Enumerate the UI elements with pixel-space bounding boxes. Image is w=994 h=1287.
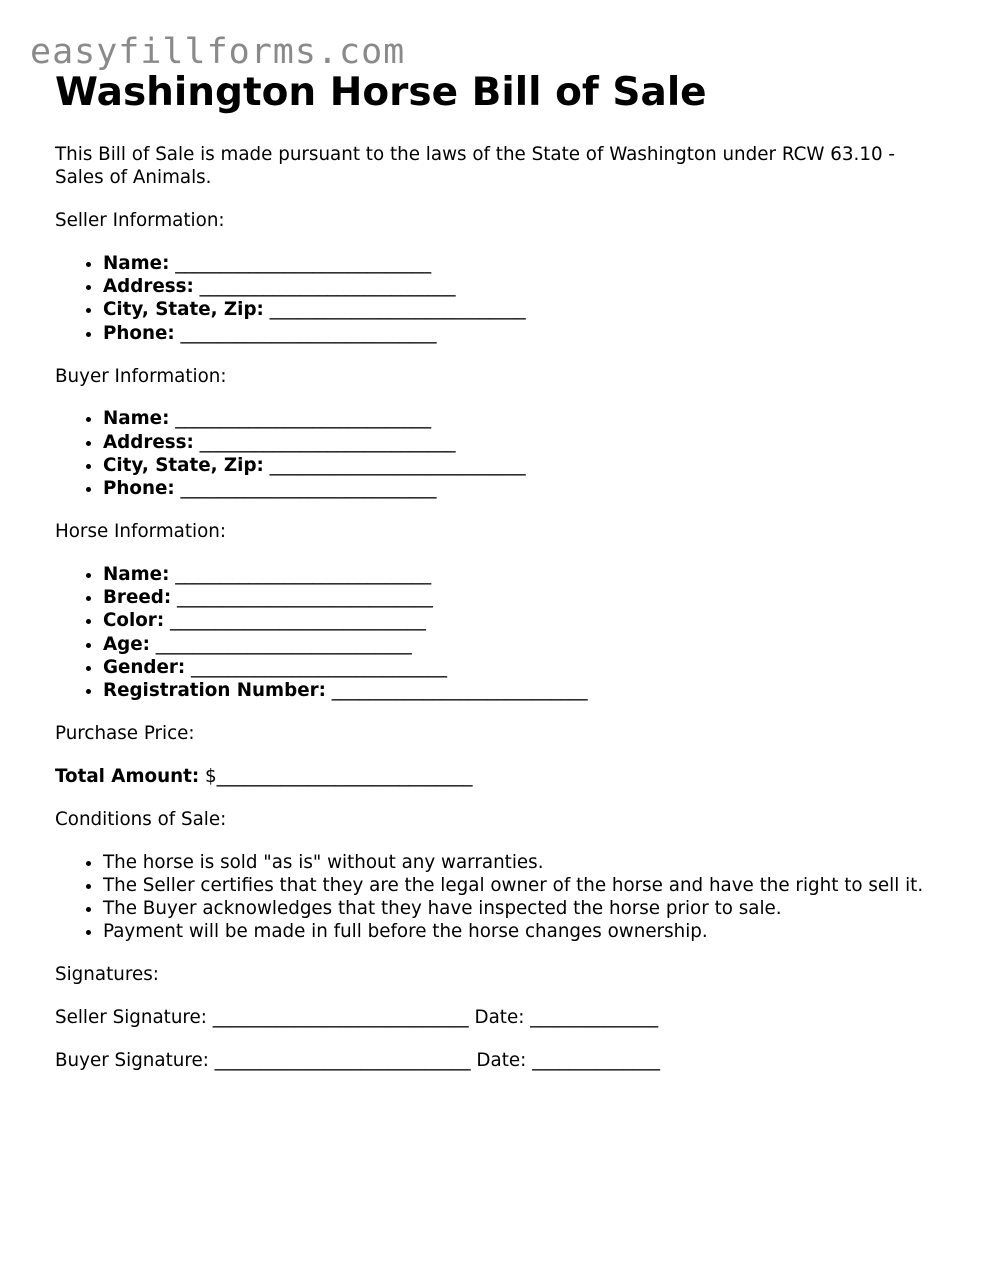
field-blank: ____________________________ (180, 322, 437, 344)
condition-item: • The Seller certifies that they are the legal owner of the horse and have the right to sell it. (103, 874, 945, 897)
field-label: Phone: (103, 478, 175, 500)
field-blank: ____________________________ (269, 299, 526, 321)
horse-name-field[interactable] (103, 563, 945, 586)
field-blank: ____________________________ (269, 454, 526, 476)
field-label: Name: (103, 252, 170, 274)
horse-heading: Horse Information: (55, 521, 227, 543)
field-label: Address: (103, 276, 194, 298)
seller-name-field[interactable] (103, 252, 945, 275)
field-label: Registration Number: (103, 680, 326, 702)
field-label: Name: (103, 563, 170, 585)
buyer-field-list (55, 407, 945, 500)
horse-breed-field[interactable] (103, 586, 945, 609)
seller-field-list (55, 252, 945, 345)
field-blank: ____________________________ (176, 587, 433, 609)
field-blank: ____________________________ (331, 680, 588, 702)
field-label: City, State, Zip: (103, 299, 264, 321)
intro-paragraph: This Bill of Sale is made pursuant to the laws of the State of Washington under RCW 63.10 - Sales of Animals. (55, 144, 896, 189)
buyer-address-field[interactable] (103, 431, 945, 454)
signatures-heading: Signatures: (55, 964, 159, 986)
purchase-price-heading: Purchase Price: (55, 723, 195, 745)
field-label: Age: (103, 633, 150, 655)
field-blank: ____________________________ (175, 252, 432, 274)
field-blank: ____________________________ (169, 610, 426, 632)
conditions-list (55, 851, 945, 944)
horse-field-list (55, 563, 945, 703)
field-blank: ____________________________ (175, 563, 432, 585)
seller-phone-field[interactable] (103, 322, 945, 345)
horse-gender-field[interactable] (103, 656, 945, 679)
field-label: City, State, Zip: (103, 454, 264, 476)
field-blank: ____________________________ (155, 633, 412, 655)
seller-address-field[interactable] (103, 275, 945, 298)
field-label: Phone: (103, 322, 175, 344)
horse-color-field[interactable] (103, 609, 945, 632)
condition-item: • Payment will be made in full before the horse changes ownership. (103, 920, 945, 943)
total-amount-field[interactable] (55, 765, 945, 788)
field-label: Name: (103, 408, 170, 430)
buyer-heading: Buyer Information: (55, 365, 227, 387)
buyer-name-field[interactable] (103, 407, 945, 430)
field-blank: ____________________________ (199, 276, 456, 298)
condition-item: • The Buyer acknowledges that they have inspected the horse prior to sale. (103, 897, 945, 920)
document-title: Washington Horse Bill of Sale (55, 70, 707, 115)
seller-heading: Seller Information: (55, 210, 225, 232)
horse-registration-number-field[interactable] (103, 679, 945, 702)
field-label: Breed: (103, 587, 172, 609)
condition-item: • The horse is sold "as is" without any warranties. (103, 851, 945, 874)
field-label: Gender: (103, 657, 186, 679)
horse-age-field[interactable] (103, 633, 945, 656)
seller-city-state-zip-field[interactable] (103, 298, 945, 321)
total-amount-label: Total Amount: (55, 765, 200, 787)
conditions-heading: Conditions of Sale: (55, 808, 227, 830)
buyer-city-state-zip-field[interactable] (103, 454, 945, 477)
document-body (55, 143, 945, 1092)
field-blank: ____________________________ (175, 408, 432, 430)
field-blank: ____________________________ (199, 431, 456, 453)
field-label: Color: (103, 610, 165, 632)
field-label: Address: (103, 431, 194, 453)
field-blank: ____________________________ (180, 478, 437, 500)
seller-signature-line[interactable]: Seller Signature: ____________________________ Date: ______________ (55, 1007, 659, 1029)
buyer-signature-line[interactable]: Buyer Signature: ____________________________ Date: ______________ (55, 1049, 661, 1071)
total-amount-blank: $____________________________ (204, 765, 473, 787)
buyer-phone-field[interactable] (103, 477, 945, 500)
watermark-logo: easyfillforms.com (30, 32, 406, 72)
field-blank: ____________________________ (191, 657, 447, 679)
